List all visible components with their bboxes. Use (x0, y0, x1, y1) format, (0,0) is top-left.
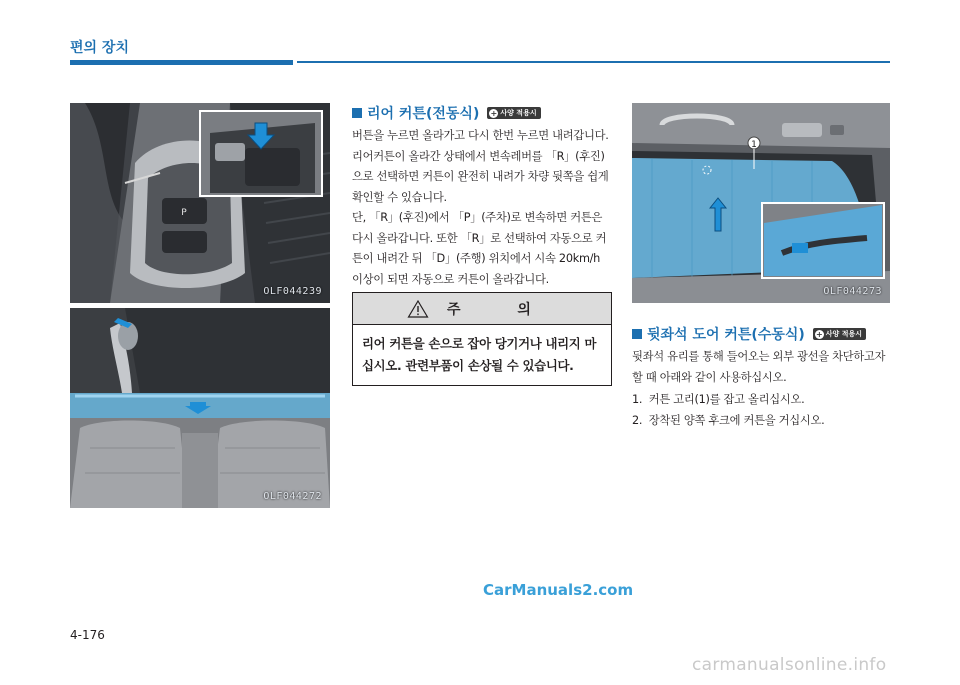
rear-curtain-paragraph-1: 버튼을 누르면 올라가고 다시 한번 누르면 내려갑니다. 리어커튼이 올라간 상태에서 변속레버를 「R」(후진)으로 선택하면 커튼이 완전히 내려가 차량 뒷쪽을 쉽게 확인할 수 있습니다. (352, 129, 609, 204)
step-text: 장착된 양쪽 후크에 커튼을 거십시오. (648, 413, 825, 427)
heading-text: 리어 커튼(전동식) (367, 106, 480, 122)
rear-door-curtain-image (632, 103, 890, 303)
step-number: 2. (632, 413, 643, 427)
image-code: OLF044272 (263, 491, 322, 502)
section-title: 편의 장치 (70, 40, 129, 56)
rear-door-illustration (632, 103, 890, 303)
header-rule-thick (70, 60, 293, 65)
watermark-link[interactable]: CarManuals2.com (483, 581, 634, 599)
caution-text: 리어 커튼을 손으로 잡아 당기거나 내리지 마십시오. 관련부품이 손상될 수 있습니다. (362, 336, 597, 373)
rear-door-curtain-intro: 뒷좌석 유리를 통해 들어오는 외부 광선을 차단하고자 할 때 아래와 같이 사용하십시오. (632, 350, 886, 384)
footer-watermark: carmanualsonline.info (692, 655, 887, 675)
heading-text: 뒷좌석 도어 커튼(수동식) (647, 327, 805, 343)
badge-text: 사양 적용시 (825, 330, 863, 338)
header-rule-thin (297, 61, 890, 63)
option-badge (487, 107, 540, 119)
page-number: 4-176 (70, 628, 105, 642)
caution-header (353, 293, 611, 325)
warning-triangle-icon (407, 299, 429, 319)
plus-icon: + (490, 108, 498, 118)
caution-box (352, 292, 612, 386)
caution-title: 주 의 (447, 301, 557, 318)
step-text: 커튼 고리(1)를 잡고 올리십시오. (648, 393, 805, 406)
step-number: 1. (632, 393, 643, 406)
svg-text:P: P (181, 208, 187, 218)
badge-text: 사양 적용시 (500, 109, 537, 117)
heading-square-icon (632, 329, 642, 339)
heading-square-icon (352, 108, 362, 118)
rear-door-curtain-heading (632, 324, 866, 344)
list-item (632, 411, 890, 432)
list-item (632, 390, 890, 411)
image-code: OLF044239 (263, 286, 322, 297)
option-badge (813, 328, 866, 340)
rear-seat-illustration (70, 308, 330, 508)
plus-icon: + (815, 329, 823, 339)
rear-curtain-paragraph-2: 단, 「R」(후진)에서 「P」(주차)로 변속하면 커튼은 다시 올라갑니다. 또한 「R」로 선택하여 자동으로 커튼이 내려간 뒤 「D」(주행) 위치에서 시속 20km/h 이상이 되면 자동으로 커튼이 올라갑니다. (352, 211, 607, 286)
console-illustration (70, 103, 330, 303)
rear-curtain-heading (352, 103, 541, 123)
curtain-hook-marker: 1 (751, 140, 757, 150)
rear-curtain-image (70, 308, 330, 508)
console-button-image (70, 103, 330, 303)
step-list (632, 390, 890, 431)
image-code: OLF044273 (823, 286, 882, 297)
